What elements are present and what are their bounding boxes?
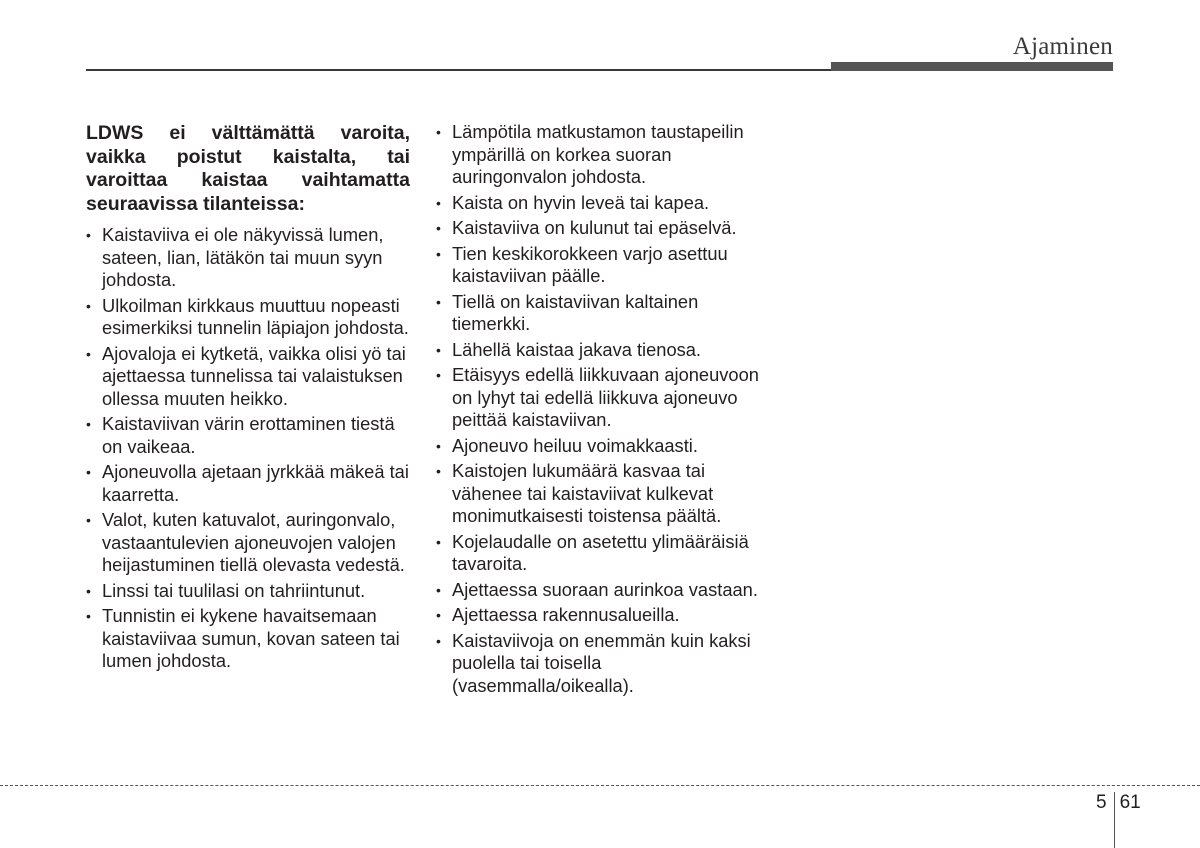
bullet-icon: • bbox=[86, 416, 91, 432]
bullet-icon: • bbox=[86, 297, 91, 314]
bullet-icon: • bbox=[436, 581, 441, 598]
list-item bbox=[86, 224, 410, 292]
list-item bbox=[86, 461, 410, 506]
bullet-icon: • bbox=[436, 293, 441, 310]
bullet-icon: • bbox=[436, 124, 441, 140]
page-number bbox=[1096, 792, 1141, 848]
bullet-icon: • bbox=[436, 437, 441, 454]
list-item-text: Kaistaviivan värin erottaminen tiestä on vaikeaa. bbox=[102, 413, 395, 457]
list-item bbox=[436, 192, 762, 215]
bullet-icon: • bbox=[86, 464, 91, 480]
list-item-text: Lämpötila matkustamon taustapeilin ympärillä on korkea suoran auringonvalon johdosta. bbox=[452, 121, 744, 187]
bullet-icon: • bbox=[436, 463, 441, 479]
list-item bbox=[436, 339, 762, 362]
list-item bbox=[86, 509, 410, 577]
footer-rule bbox=[0, 785, 1200, 786]
header-rule bbox=[86, 69, 836, 71]
list-item bbox=[436, 630, 762, 698]
list-item bbox=[436, 364, 762, 432]
right-bullet-list bbox=[436, 121, 762, 697]
list-item bbox=[86, 295, 410, 340]
bullet-icon: • bbox=[86, 608, 91, 624]
list-item-text: Kaista on hyvin leveä tai kapea. bbox=[452, 191, 710, 213]
column-heading: LDWS ei välttämättä varoita, vaikka poistut kaistalta, tai varoittaa kaistaa vaihtamatta seuraavissa tilanteissa: bbox=[86, 122, 410, 215]
list-item bbox=[436, 531, 762, 576]
list-item-text: Tiellä on kaistaviivan kaltainen tiemerkki. bbox=[452, 290, 699, 334]
list-item-text: Tunnistin ei kykene havaitsemaan kaistaviivaa sumun, kovan sateen tai lumen johdosta. bbox=[102, 605, 400, 671]
list-item-text: Ulkoilman kirkkaus muuttuu nopeasti esimerkiksi tunnelin läpiajon johdosta. bbox=[102, 294, 409, 338]
list-item-text: Valot, kuten katuvalot, auringonvalo, vastaantulevien ajoneuvojen valojen heijastuminen tiellä olevasta vedestä. bbox=[102, 509, 405, 575]
bullet-icon: • bbox=[86, 512, 91, 528]
bullet-icon: • bbox=[86, 345, 91, 362]
bullet-icon: • bbox=[436, 533, 441, 550]
left-bullet-list bbox=[86, 224, 410, 673]
bullet-icon: • bbox=[436, 632, 441, 649]
list-item-text: Kaistojen lukumäärä kasvaa tai vähenee tai kaistaviivat kulkevat monimutkaisesti toistensa päältä. bbox=[452, 460, 722, 526]
list-item bbox=[86, 580, 410, 603]
list-item bbox=[436, 291, 762, 336]
list-item bbox=[436, 435, 762, 458]
bullet-icon: • bbox=[436, 220, 441, 236]
bullet-icon: • bbox=[436, 245, 441, 262]
list-item-text: Tien keskikorokkeen varjo asettuu kaistaviivan päälle. bbox=[452, 242, 728, 286]
chapter-number: 5 bbox=[1096, 792, 1107, 813]
list-item bbox=[436, 217, 762, 240]
bullet-icon: • bbox=[436, 194, 441, 211]
list-item-text: Kaistaviiva on kulunut tai epäselvä. bbox=[452, 217, 737, 238]
bullet-icon: • bbox=[86, 582, 91, 599]
list-item bbox=[436, 460, 762, 528]
list-item-text: Kaistaviivoja on enemmän kuin kaksi puolella tai toisella (vasemmalla/oikealla). bbox=[452, 629, 751, 696]
list-item-text: Ajovaloja ei kytketä, vaikka olisi yö tai ajettaessa tunnelissa tai valaistuksen ollessa muuten heikko. bbox=[102, 342, 406, 409]
list-item-text: Ajoneuvolla ajetaan jyrkkää mäkeä tai kaarretta. bbox=[102, 461, 409, 505]
list-item-text: Kaistaviiva ei ole näkyvissä lumen, sateen, lian, lätäkön tai muun syyn johdosta. bbox=[102, 224, 384, 290]
right-column bbox=[436, 121, 762, 700]
list-item-text: Lähellä kaistaa jakava tienosa. bbox=[452, 338, 701, 360]
list-item bbox=[86, 605, 410, 673]
list-item bbox=[86, 413, 410, 458]
bullet-icon: • bbox=[436, 341, 441, 358]
list-item bbox=[436, 243, 762, 288]
list-item-text: Etäisyys edellä liikkuvaan ajoneuvoon on lyhyt tai edellä liikkuva ajoneuvo peittää kaistaviivan. bbox=[452, 364, 759, 430]
list-item bbox=[436, 604, 762, 627]
list-item bbox=[436, 121, 762, 189]
list-item-text: Ajettaessa rakennusalueilla. bbox=[452, 604, 680, 625]
left-column bbox=[86, 122, 410, 676]
bullet-icon: • bbox=[436, 367, 441, 383]
header-rule-accent bbox=[831, 62, 1113, 71]
bullet-icon: • bbox=[86, 227, 91, 243]
list-item-text: Linssi tai tuulilasi on tahriintunut. bbox=[102, 579, 366, 601]
list-item-text: Kojelaudalle on asetettu ylimääräisiä tavaroita. bbox=[452, 530, 749, 574]
bullet-icon: • bbox=[436, 607, 441, 623]
section-title: Ajaminen bbox=[1012, 33, 1113, 60]
list-item bbox=[436, 579, 762, 602]
list-item bbox=[86, 343, 410, 411]
page-number-value: 61 bbox=[1119, 792, 1141, 813]
list-item-text: Ajettaessa suoraan aurinkoa vastaan. bbox=[452, 578, 758, 600]
list-item-text: Ajoneuvo heiluu voimakkaasti. bbox=[452, 434, 698, 456]
